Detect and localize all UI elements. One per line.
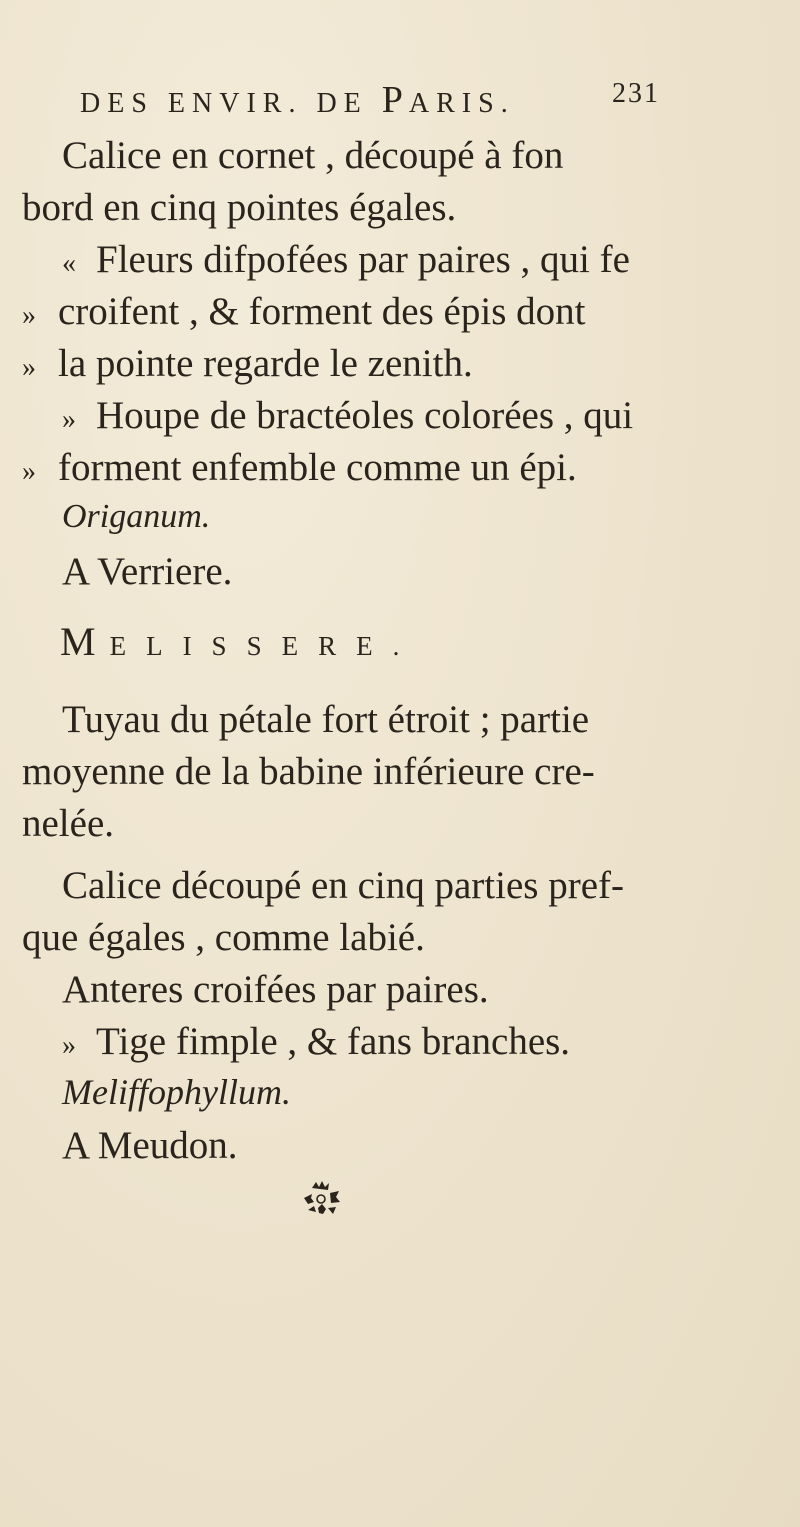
entry-2-line-2: moyenne de la babine inférieure cre- (22, 750, 595, 793)
running-head (80, 78, 660, 122)
entry-2-line-7 (62, 1022, 570, 1061)
entry-1-line-7-text: forment enfemble comme un épi. (58, 446, 577, 489)
quote-mark: » (22, 456, 36, 487)
entry-1-line-5 (22, 344, 473, 383)
entry-2-line-6: Anteres croifées par paires. (62, 968, 489, 1011)
section-title-rest: ELISSERE. (109, 631, 420, 661)
page-number: 231 (612, 78, 660, 109)
entry-1-line-6-text: Houpe de bractéoles colorées , qui (96, 394, 634, 437)
quote-mark: » (62, 404, 76, 435)
entry-1-line-4 (22, 292, 585, 331)
printers-ornament-icon (298, 1178, 344, 1218)
section-title-initial: M (60, 619, 110, 664)
entry-2-line-3: nelée. (22, 802, 115, 845)
entry-1-line-3 (62, 240, 630, 279)
quote-mark: » (22, 300, 36, 331)
entry-2-line-5: que égales , comme labié. (22, 916, 425, 959)
entry-1-location: A Verriere. (62, 550, 233, 593)
entry-1-line-4-text: croifent , & forment des épis dont (58, 290, 586, 333)
entry-1-line-1: Calice en cornet , découpé à fon (62, 134, 564, 177)
entry-1-line-2: bord en cinq pointes égales. (22, 186, 457, 229)
section-title (60, 618, 419, 665)
entry-2-latin-name: Meliffophyllum. (62, 1072, 291, 1112)
quote-mark: « (62, 248, 76, 279)
running-head-title-cap: P (381, 79, 409, 121)
entry-1-line-7 (22, 448, 577, 487)
entry-2-location: A Meudon. (62, 1124, 238, 1167)
running-head-title-lead: DES ENVIR. DE (80, 88, 382, 119)
quote-mark: » (62, 1030, 76, 1061)
quote-mark: » (22, 352, 36, 383)
entry-2-line-7-text: Tige fimple , & fans branches. (96, 1020, 571, 1063)
entry-1-line-5-text: la pointe regarde le zenith. (58, 342, 473, 385)
entry-2-line-1: Tuyau du pétale fort étroit ; partie (62, 698, 590, 741)
entry-1-line-3-text: Fleurs difpofées par paires , qui fe (96, 238, 630, 281)
entry-1-latin-name: Origanum. (62, 498, 211, 535)
running-head-title-rest: ARIS. (408, 88, 515, 119)
entry-2-line-4: Calice découpé en cinq parties pref- (62, 864, 624, 907)
entry-1-line-6 (62, 396, 633, 435)
